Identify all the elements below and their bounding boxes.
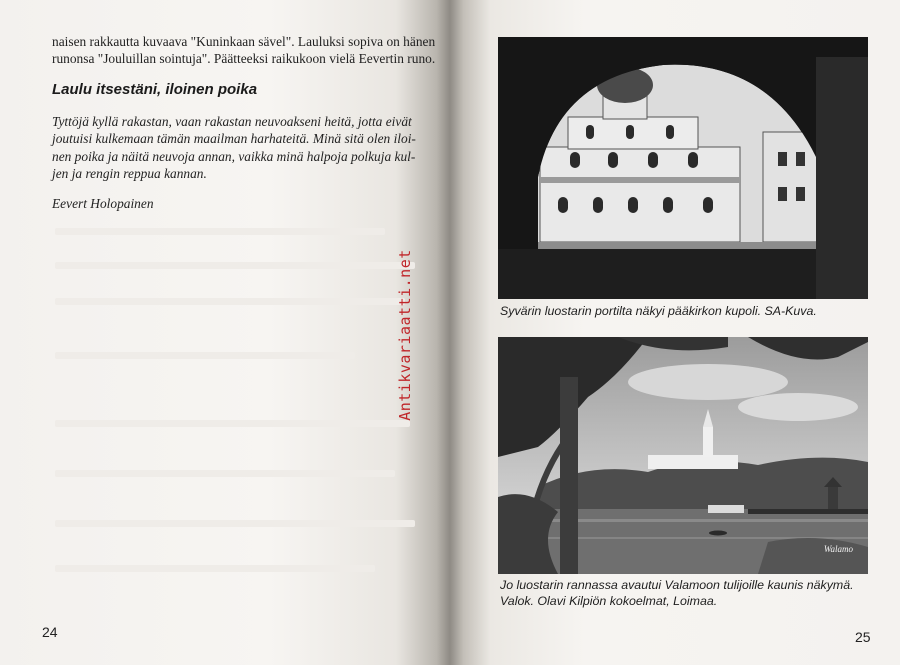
intro-line: runonsa "Jouluillan sointuja". Päätteeksi raikukoon vielä Eevertin runo. [52, 51, 436, 66]
photo-mark: Walamo [823, 544, 853, 554]
show-through [55, 262, 415, 269]
photo-image [498, 337, 868, 574]
right-page [450, 0, 900, 665]
caption-line: Jo luostarin rannassa avautui Valamoon tulijoille kaunis näkymä. [500, 578, 854, 592]
page-number-right: 25 [855, 629, 871, 645]
poem-line: jen ja rengin reppua kannan. [52, 166, 207, 182]
show-through [55, 565, 375, 572]
poem-line: joutuisi kulkemaan tämän maailman harhateitä. Minä sitä olen iloi- [52, 131, 416, 147]
poem-author: Eevert Holopainen [52, 196, 154, 211]
watermark [390, 250, 420, 420]
monastery-church-through-arch-photo [498, 37, 868, 299]
show-through [55, 420, 410, 427]
photo-caption-top [500, 304, 870, 320]
intro-paragraph [52, 33, 436, 67]
caption-line: Syvärin luostarin portilta näkyi pääkirkon kupoli. SA-Kuva. [500, 304, 817, 318]
show-through [55, 470, 395, 477]
photo-caption-bottom [500, 578, 870, 609]
photo-image [498, 37, 868, 299]
poem-line: nen poika ja näitä neuvoja annan, vaikka minä halpoja polkuja kul- [52, 148, 416, 164]
show-through [55, 352, 355, 359]
page-number-left: 24 [42, 624, 58, 640]
watermark-text: Antikvariaatti.net [396, 249, 414, 421]
poem [52, 113, 424, 183]
show-through [55, 228, 385, 235]
song-title: Laulu itsestäni, iloinen poika [52, 81, 258, 98]
intro-line: naisen rakkautta kuvaava "Kuninkaan sävel". Lauluksi sopiva on hänen [52, 34, 436, 49]
caption-line: Valok. Olavi Kilpiön kokoelmat, Loimaa. [500, 593, 718, 608]
poem-line: Tyttöjä kyllä rakastan, vaan rakastan neuvoakseni heitä, jotta eivät [52, 114, 412, 129]
valamo-lakeshore-photo [498, 337, 868, 574]
show-through [55, 298, 405, 305]
show-through [55, 520, 415, 527]
